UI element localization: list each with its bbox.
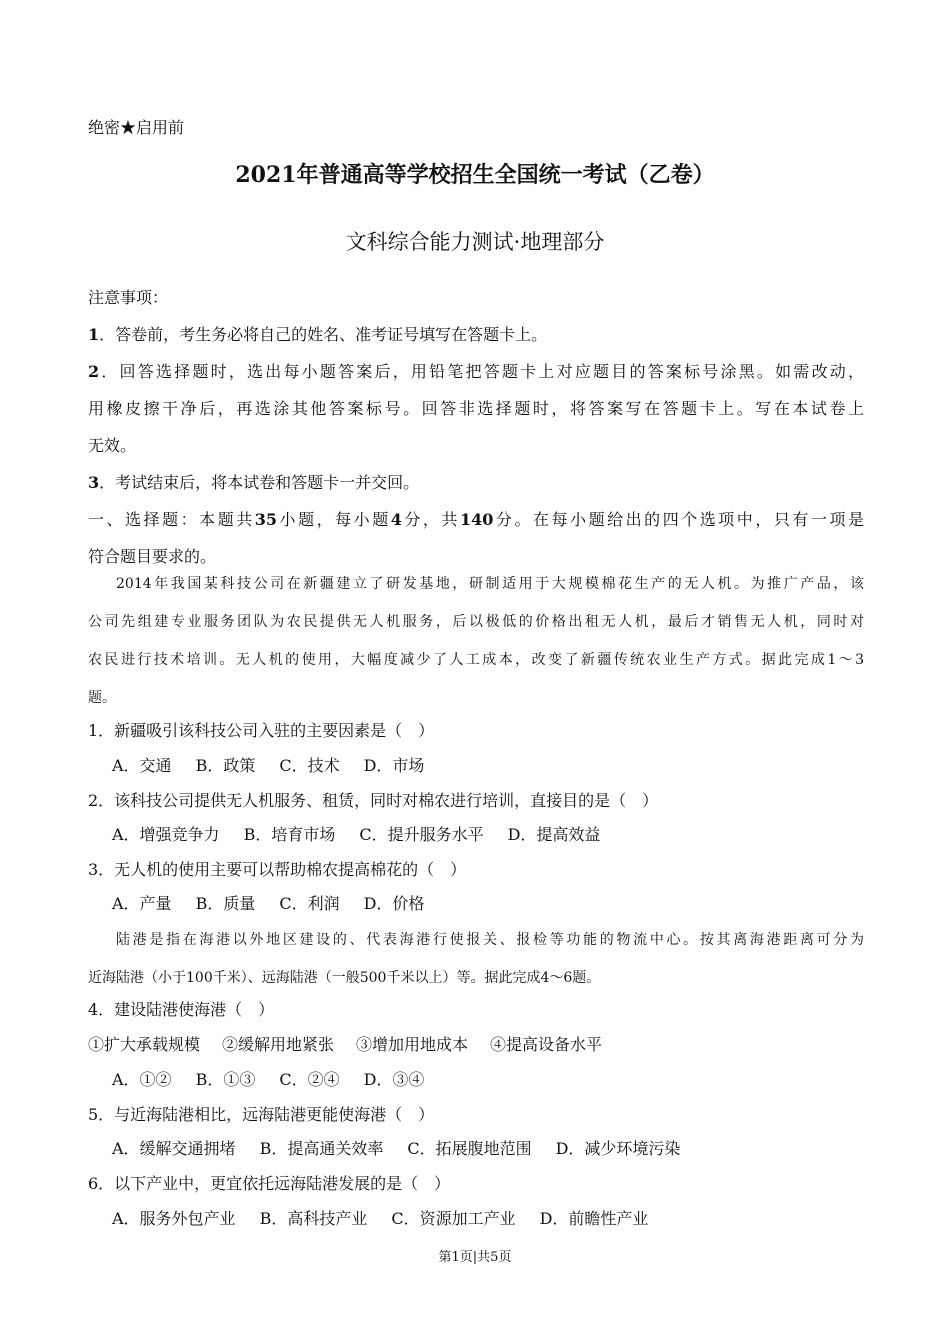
q6-option-b[interactable]: B．高科技产业 [259,1209,368,1228]
question-2-stem: 2．该科技公司提供无人机服务、租赁，同时对棉农进行培训，直接目的是（ ） [88,791,659,810]
exam-title: 2021年普通高等学校招生全国统一考试（乙卷） [235,162,715,188]
q5-option-c[interactable]: C．拓展腹地范围 [407,1139,532,1158]
score-total: 140 [460,510,494,529]
q1-option-d[interactable]: D．市场 [363,756,425,775]
passage-2-line-2: 近海陆港（小于100千米）、远海陆港（一般500千米以上）等。据此完成4～6题。 [88,970,601,986]
q5-option-d[interactable]: D．减少环境污染 [555,1139,681,1158]
note-1-text: ．答卷前，考生务必将自己的姓名、准考证号填写在答题卡上。 [99,325,548,344]
q5-option-a[interactable]: A．缓解交通拥堵 [112,1139,236,1158]
q4-option-b[interactable]: B．①③ [195,1070,256,1089]
q4-option-a[interactable]: A．①② [112,1070,172,1089]
q2-option-b[interactable]: B．培育市场 [243,825,336,844]
q1-option-c[interactable]: C．技术 [279,756,340,775]
q1-option-a[interactable]: A．交通 [112,756,172,775]
q5-option-b[interactable]: B．提高通关效率 [259,1139,384,1158]
section-text-a: 一、选择题：本题共 [88,510,255,529]
secret-label: 绝密★启用前 [88,118,185,137]
q6-option-c[interactable]: C．资源加工产业 [391,1209,516,1228]
q4-option-c[interactable]: C．②④ [279,1070,340,1089]
passage-1-line-1: 2014年我国某科技公司在新疆建立了研发基地，研制适用于大规模棉花生产的无人机。为推广产品，该 [116,576,864,592]
q2-option-c[interactable]: C．提升服务水平 [359,825,484,844]
question-3-options [112,891,448,914]
question-4-stem: 4．建设陆港使海港（ ） [88,1000,275,1019]
section-text-b: 小题，每小题 [277,510,391,529]
q4-choice-2: ②缓解用地紧张 [222,1035,335,1054]
note-2-line-1 [88,353,864,390]
score-each: 4 [390,510,402,529]
q4-choice-3: ③增加用地成本 [356,1035,469,1054]
question-3-stem: 3．无人机的使用主要可以帮助棉农提高棉花的（ ） [88,860,467,879]
passage-2 [88,921,864,997]
notes-heading: 注意事项： [88,288,169,307]
q3-option-a[interactable]: A．产量 [112,894,172,913]
section-instruction-line-1 [88,501,864,538]
q4-choice-1: ①扩大承载规模 [88,1035,201,1054]
note-2-line-3: 无效。 [88,436,137,455]
q2-option-a[interactable]: A．增强竞争力 [112,825,220,844]
notes-block [88,279,864,575]
q1-option-b[interactable]: B．政策 [195,756,256,775]
passage-1-line-3: 农民进行技术培训。无人机的使用，大幅度减少了人工成本，改变了新疆传统农业生产方式。据此完成1～3 [88,652,864,668]
note-2-number: 2 [88,362,100,381]
question-1-stem: 1．新疆吸引该科技公司入驻的主要因素是（ ） [88,721,435,740]
note-2-text-1: ．回答选择题时，选出每小题答案后，用铅笔把答题卡上对应题目的答案标号涂黑。如需改动， [99,362,864,381]
note-1-number: 1 [88,325,100,344]
section-instruction-line-2: 符合题目要求的。 [88,547,217,566]
note-3-number: 3 [88,473,100,492]
q4-option-d[interactable]: D．③④ [363,1070,425,1089]
question-6-options [112,1206,672,1229]
note-3-text: ．考试结束后，将本试卷和答题卡一并交回。 [99,473,420,492]
question-4-choices [88,1032,864,1055]
passage-2-line-1: 陆港是指在海港以外地区建设的、代表海港行使报关、报检等功能的物流中心。按其离海港距离可分为 [116,932,864,948]
q3-option-b[interactable]: B．质量 [195,894,256,913]
page-number: 第1页|共5页 [438,1250,512,1265]
q3-option-c[interactable]: C．利润 [279,894,340,913]
q4-choice-4: ④提高设备水平 [490,1035,603,1054]
passage-1-line-2: 公司先组建专业服务团队为农民提供无人机服务，后以极低的价格出租无人机，最后才销售无人机，同时对 [88,614,864,630]
question-5-stem: 5．与近海陆港相比，远海陆港更能使海港（ ） [88,1105,435,1124]
question-6-stem: 6．以下产业中，更宜依托远海陆港发展的是（ ） [88,1174,451,1193]
section-text-c: 分，共 [401,510,460,529]
question-4-options [112,1067,448,1090]
q6-option-a[interactable]: A．服务外包产业 [112,1209,236,1228]
question-1-options [112,753,448,776]
q3-option-d[interactable]: D．价格 [363,894,425,913]
passage-1 [88,565,864,717]
question-2-options [112,822,624,845]
question-5-options [112,1136,704,1159]
passage-1-line-4: 题。 [88,690,116,706]
note-2-line-2: 用橡皮擦干净后，再选涂其他答案标号。回答非选择题时，将答案写在答题卡上。写在本试卷上 [88,399,864,418]
question-count: 35 [254,510,278,529]
q6-option-d[interactable]: D．前瞻性产业 [539,1209,649,1228]
section-text-d: 分。在每小题给出的四个选项中，只有一项是 [493,510,864,529]
exam-subtitle: 文科综合能力测试·地理部分 [345,230,605,254]
note-1 [88,316,864,353]
q2-option-d[interactable]: D．提高效益 [507,825,601,844]
note-3 [88,464,864,501]
